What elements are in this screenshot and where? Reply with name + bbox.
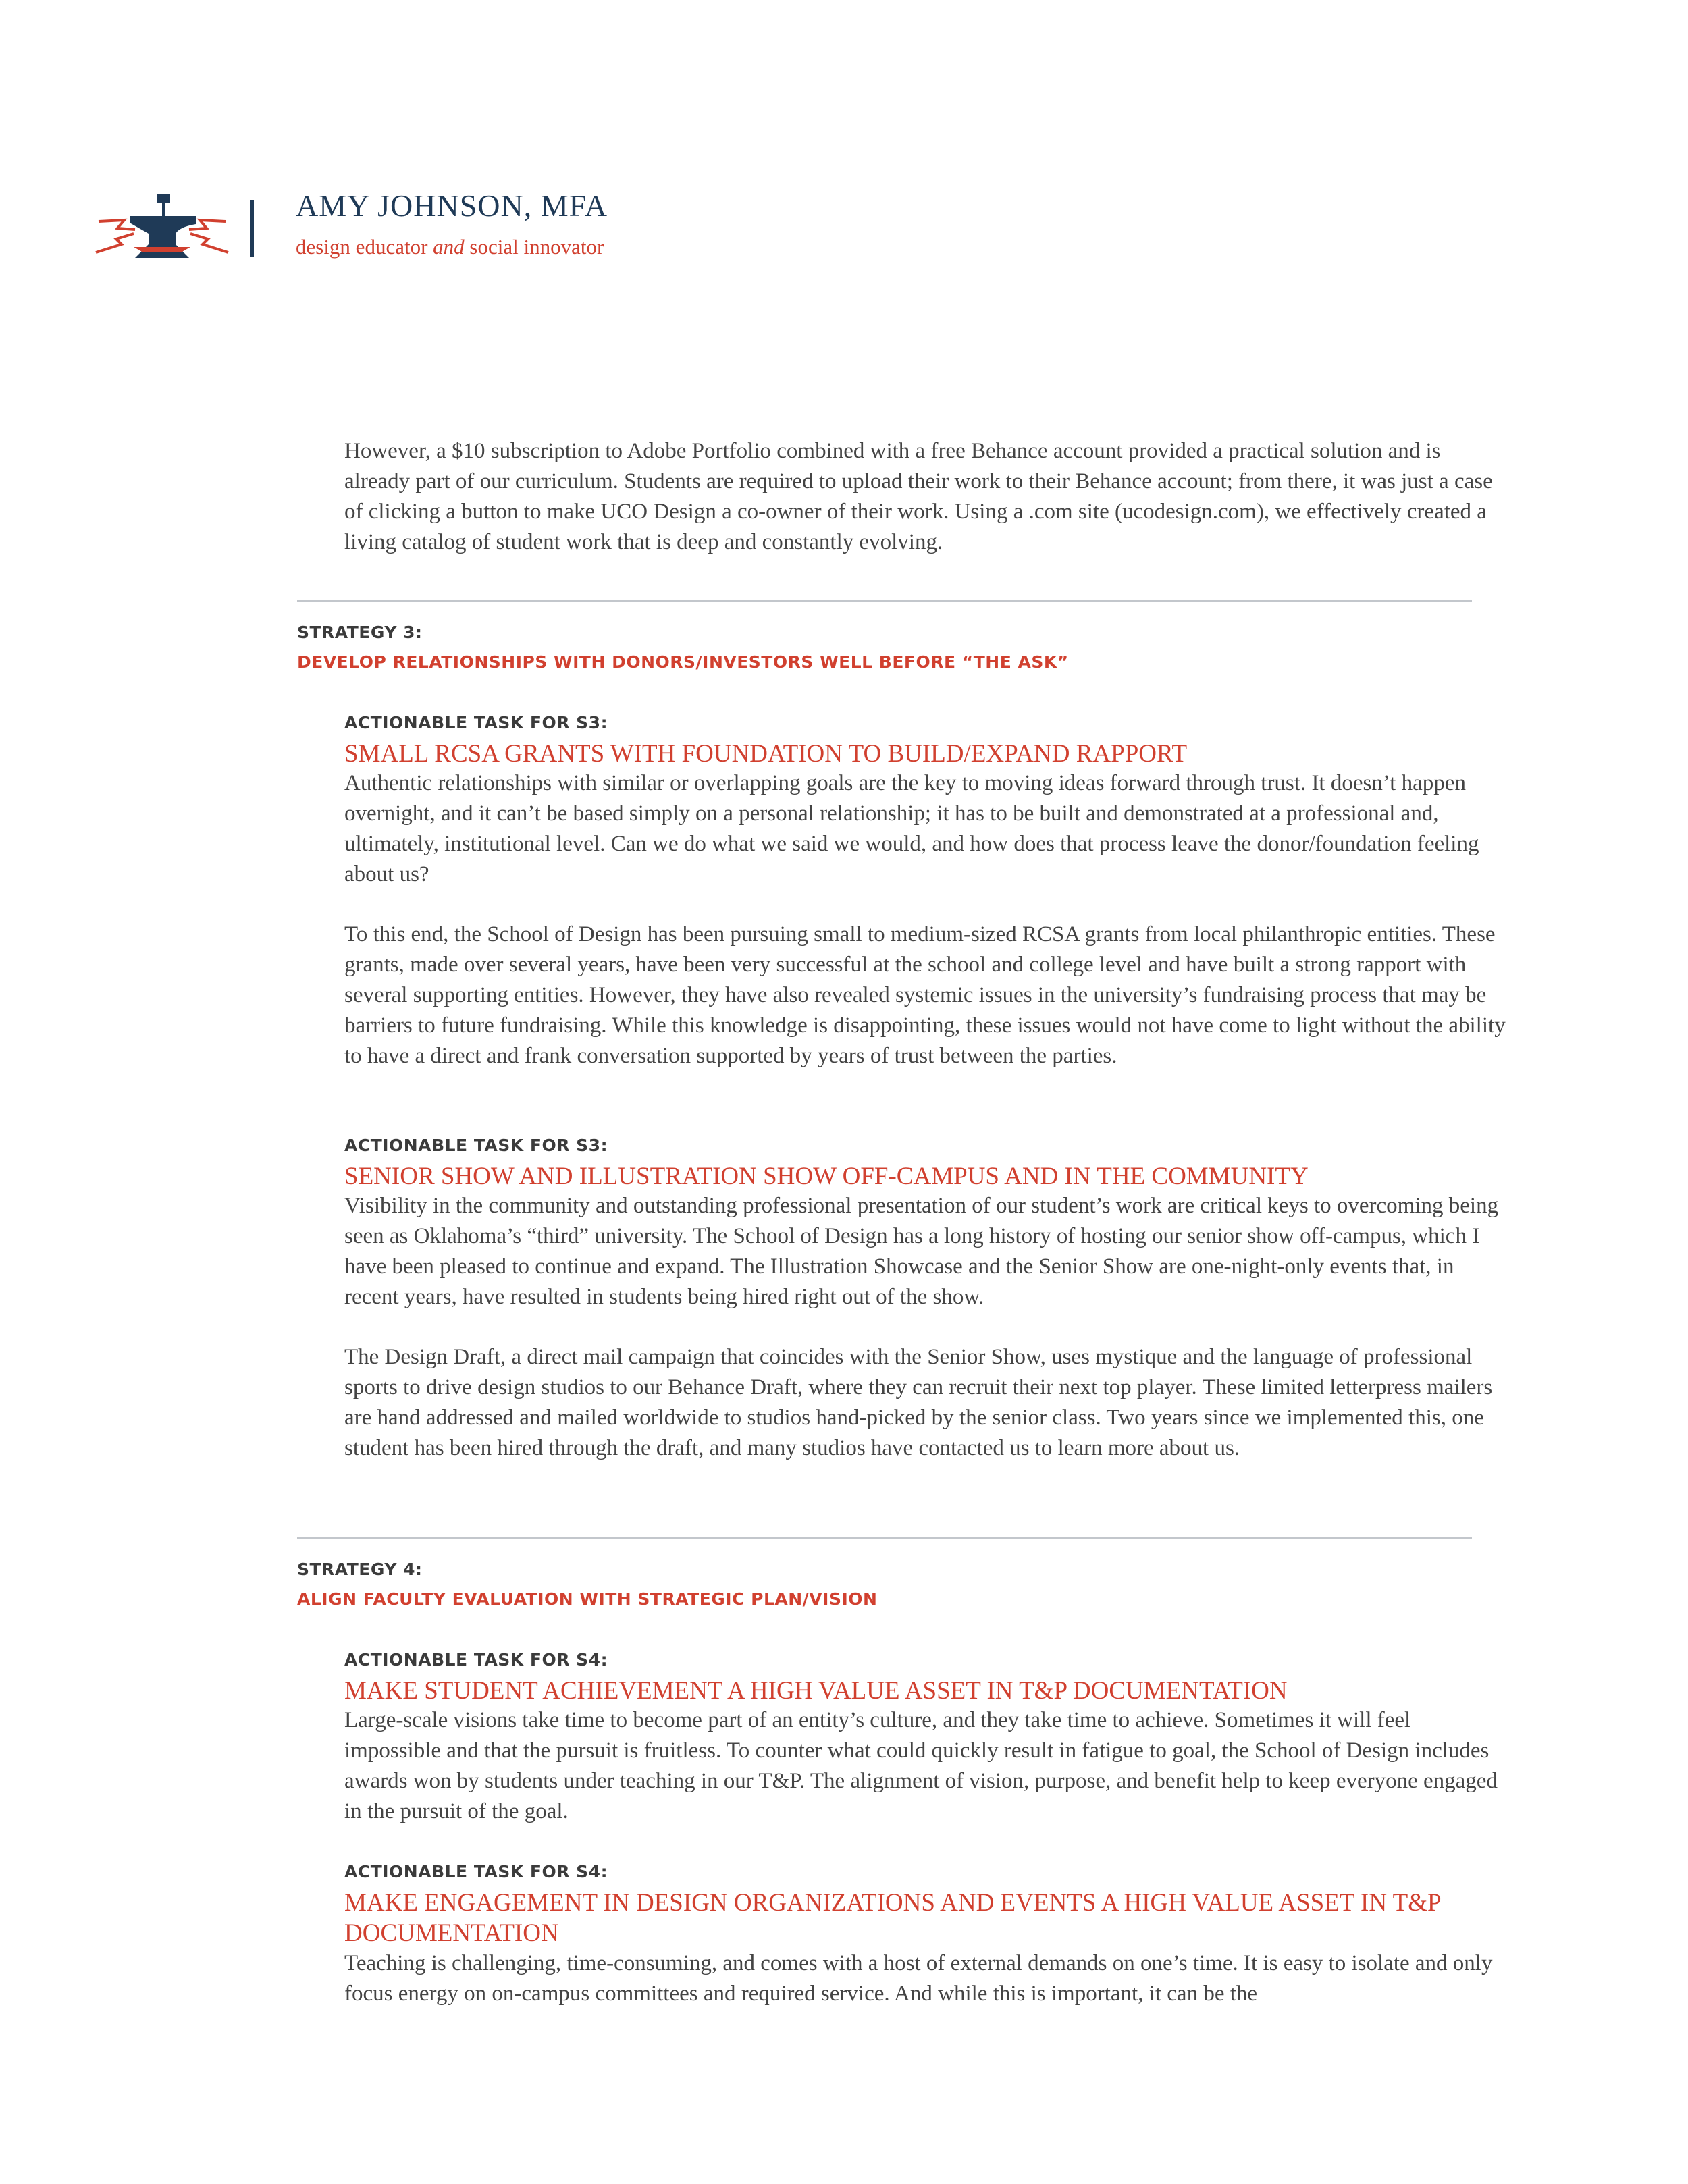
strategy-3-title: DEVELOP RELATIONSHIPS WITH DONORS/INVESTORS WELL BEFORE “THE ASK” <box>297 652 1069 672</box>
s3-task-1-title: SMALL RCSA GRANTS WITH FOUNDATION TO BUILD/EXPAND RAPPORT <box>344 740 1188 768</box>
section-divider <box>297 600 1472 602</box>
strategy-3-label: STRATEGY 3: <box>297 622 423 642</box>
s3-task-1-label: ACTIONABLE TASK FOR S3: <box>344 713 608 733</box>
s3-task-2-paragraph-2: The Design Draft, a direct mail campaign that coincides with the Senior Show, uses mystique and the language of professional sports to drive design studios to our Behance Draft, where they can recruit their next top player. These limited letterpress mailers are hand addressed and mailed worldwide to studios hand-picked by the senior class. Two years since we implemented this, one student has been hired through the draft, and many studios have contacted us to learn more about us. <box>344 1345 1493 1460</box>
s3-task-2-label: ACTIONABLE TASK FOR S3: <box>344 1136 608 1155</box>
author-tagline: design educator and social innovator <box>296 235 604 259</box>
s4-task-2-label: ACTIONABLE TASK FOR S4: <box>344 1862 608 1882</box>
s3-task-2-paragraph-1: Visibility in the community and outstanding professional presentation of our student’s work are critical keys to overcoming being seen as Oklahoma’s “third” university. The School of Design has a long history of hosting our senior show off-campus, which I have been pleased to continue and expand. The Illustration Showcase and the Senior Show are one-night-only events that, in recent years, have resulted in students being hired right out of the show. <box>344 1194 1499 1309</box>
intro-paragraph: However, a $10 subscription to Adobe Portfolio combined with a free Behance account provided a practical solution and is already part of our curriculum. Students are required to upload their work to their Behance account; from there, it was just a case of clicking a button to make UCO Design a co-owner of their work. Using a .com site (ucodesign.com), we effectively created a living catalog of student work that is deep and constantly evolving. <box>344 439 1493 554</box>
author-name: AMY JOHNSON, MFA <box>296 188 608 223</box>
s3-task-1-paragraph-2: To this end, the School of Design has been pursuing small to medium-sized RCSA grants from local philanthropic entities. These grants, made over several years, have been very successful at the school and college level and have built a strong rapport with several supporting entities. However, they have also revealed systemic issues in the university’s fundraising process that may be barriers to future fundraising. While this knowledge is disappointing, these issues would not have come to light without the ability to have a direct and frank conversation supported by years of trust between the parties. <box>344 922 1506 1068</box>
anvil-lightning-icon <box>95 190 230 270</box>
s3-task-1-paragraph-1: Authentic relationships with similar or overlapping goals are the key to moving ideas forward through trust. It doesn’t happen overnight, and it can’t be based simply on a personal relationship; it has to be built and demonstrated at a professional and, ultimately, institutional level. Can we do what we said we would, and how does that process leave the donor/foundation feeling about us? <box>344 771 1479 886</box>
section-divider <box>297 1537 1472 1539</box>
s4-task-2-title: MAKE ENGAGEMENT IN DESIGN ORGANIZATIONS AND EVENTS A HIGH VALUE ASSET IN T&P DOCUMENTATION <box>344 1889 1441 1947</box>
s4-task-1-title: MAKE STUDENT ACHIEVEMENT A HIGH VALUE ASSET IN T&P DOCUMENTATION <box>344 1677 1288 1705</box>
header-divider <box>250 200 254 257</box>
s4-task-1-label: ACTIONABLE TASK FOR S4: <box>344 1650 608 1670</box>
s4-task-1-paragraph-1: Large-scale visions take time to become part of an entity’s culture, and they take time to achieve. Sometimes it will feel impossible and that the pursuit is fruitless. To counter what could quickly result in fatigue to goal, the School of Design includes awards won by students under teaching in our T&P. The alignment of vision, purpose, and benefit help to keep everyone engaged in the pursuit of the goal. <box>344 1708 1498 1823</box>
s3-task-2-title: SENIOR SHOW AND ILLUSTRATION SHOW OFF-CAMPUS AND IN THE COMMUNITY <box>344 1163 1309 1190</box>
strategy-4-title: ALIGN FACULTY EVALUATION WITH STRATEGIC PLAN/VISION <box>297 1589 878 1609</box>
s4-task-2-paragraph-1: Teaching is challenging, time-consuming, and comes with a host of external demands on one’s time. It is easy to isolate and only focus energy on on-campus committees and required service. And while this is important, it can be the <box>344 1951 1493 2006</box>
strategy-4-label: STRATEGY 4: <box>297 1560 423 1579</box>
